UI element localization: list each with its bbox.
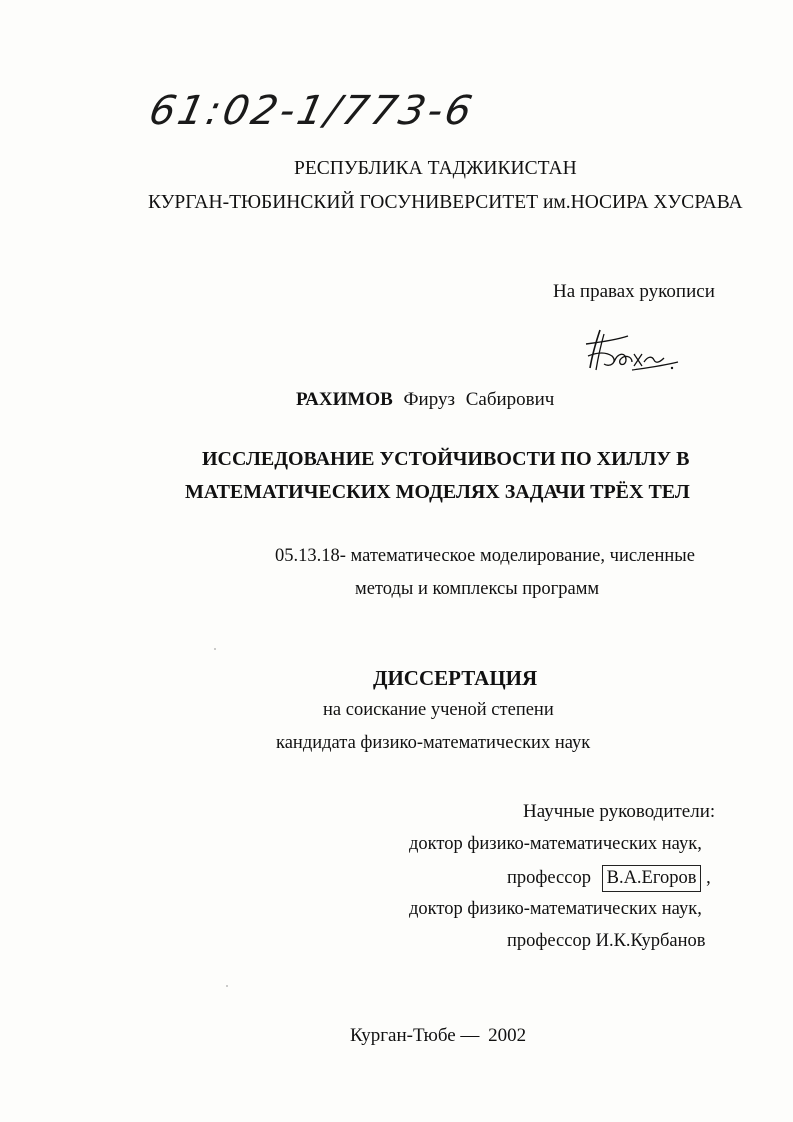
supervisor-1-degree: доктор физико-математических наук, <box>409 834 702 854</box>
year: 2002 <box>488 1025 527 1046</box>
thesis-title-line-1: ИССЛЕДОВАНИЕ УСТОЙЧИВОСТИ ПО ХИЛЛУ В <box>202 448 690 470</box>
specialty-line-2: методы и комплексы программ <box>355 579 600 599</box>
country-heading: РЕСПУБЛИКА ТАДЖИКИСТАН <box>294 158 577 179</box>
supervisor-1-title: профессор <box>507 868 591 888</box>
supervisor-1-trailing-comma: , <box>706 868 711 888</box>
manuscript-rights-note: На правах рукописи <box>553 281 715 302</box>
degree-line-1: на соискание ученой степени <box>323 700 554 720</box>
supervisor-1-name-boxed: В.А.Егоров <box>602 865 702 892</box>
dash: — <box>460 1025 480 1046</box>
author-name <box>296 389 554 411</box>
archive-code-handwritten: 61:02-1/773-6 <box>145 88 479 134</box>
university-heading: КУРГАН-ТЮБИНСКИЙ ГОСУНИВЕРСИТЕТ им.НОСИРА ХУСРАВА <box>148 192 743 213</box>
author-patronymic: Сабирович <box>465 389 555 410</box>
supervisors-heading: Научные руководители: <box>523 801 716 822</box>
supervisor-2-degree: доктор физико-математических наук, <box>409 899 702 919</box>
supervisor-2-title: профессор <box>507 931 591 951</box>
place-and-year <box>350 1025 526 1047</box>
scan-speck <box>214 648 216 650</box>
thesis-title-line-2: МАТЕМАТИЧЕСКИХ МОДЕЛЯХ ЗАДАЧИ ТРЁХ ТЕЛ <box>185 481 690 503</box>
supervisor-2-name: И.К.Курбанов <box>595 931 706 951</box>
specialty-line-1: 05.13.18- математическое моделирование, численные <box>275 546 695 566</box>
degree-line-2: кандидата физико-математических наук <box>276 733 591 753</box>
author-first-name: Фируз <box>403 389 455 410</box>
supervisor-2-name-line <box>507 931 706 952</box>
city: Курган-Тюбе <box>350 1025 456 1046</box>
scan-speck <box>226 985 228 987</box>
document-type-heading: ДИССЕРТАЦИЯ <box>373 666 538 690</box>
supervisor-1-name-line <box>507 865 711 892</box>
author-surname: РАХИМОВ <box>296 389 393 410</box>
author-signature <box>582 322 682 376</box>
